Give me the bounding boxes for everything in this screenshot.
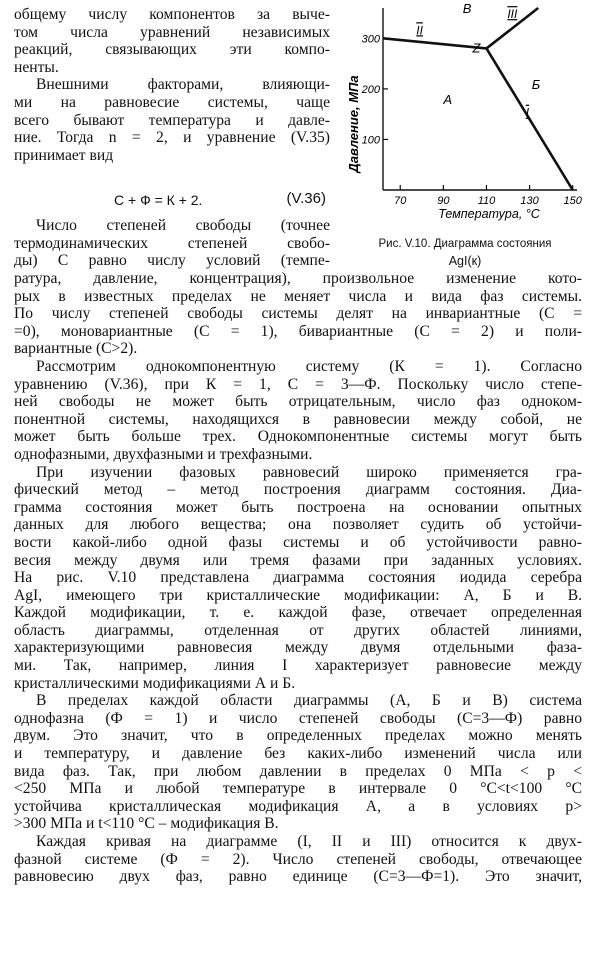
text-line: фический метод – метод построения диаграмм состояния. Диа- bbox=[14, 481, 582, 499]
text-line: На рис. V.10 представлена диаграмма состояния иодида серебра bbox=[14, 569, 582, 587]
x-tick-label: 150 bbox=[563, 195, 582, 207]
text-line: однофазна (Ф = 1) и число степеней свободы (С=3—Ф) равно bbox=[14, 709, 582, 727]
curve-label: III bbox=[507, 7, 518, 22]
text-line: ратура, давление, концентрация), произвольное изменение кото- bbox=[14, 270, 582, 287]
top-column bbox=[14, 6, 330, 164]
text-line: устойчива кристаллическая модификация А, а в условиях p> bbox=[14, 797, 582, 815]
text-line: всего бывают температура и давле- bbox=[14, 111, 330, 129]
text-line: =0), моновариантные (С = 1), бивариантные (С = 2) и поли- bbox=[14, 322, 582, 340]
text-line: характеризующими равновесия между двумя отдельными фаза- bbox=[14, 639, 582, 657]
text-line: данных для любого вещества; она позволяет судить об устойчи- bbox=[14, 516, 582, 534]
caption-formula: AgI(к) bbox=[448, 254, 482, 268]
text-line: реакций, связывающих эти компо- bbox=[14, 41, 330, 59]
text-line: >300 МПа и t<110 °С – модификация В. bbox=[14, 815, 279, 833]
x-tick-label: 130 bbox=[520, 195, 539, 207]
text-line: Каждой модификации, т. е. каждой фазе, отвечает определенная bbox=[14, 604, 582, 622]
region-label: Б bbox=[531, 76, 541, 92]
text-line: вида фаз. Так, при любом давлении в пределах 0 МПа < p < bbox=[14, 762, 582, 780]
y-axis-label: Давление, МПа bbox=[346, 75, 361, 173]
y-tick-label: 100 bbox=[361, 134, 380, 147]
text-line: ней свободы не может быть отрицательным, число фаз одноком- bbox=[14, 393, 582, 411]
text-line: том числа уравнений независимых bbox=[14, 23, 330, 41]
text-line: В пределах каждой области диаграммы (А, Б и В) система bbox=[36, 692, 582, 710]
text-line: грамма состояния может быть построена на основании опытных bbox=[14, 498, 582, 516]
text-line: весия между двумя или тремя фазами при заданных условиях. bbox=[14, 551, 582, 569]
text-line: вости какой-либо одной фазы системы и об устойчивости равно- bbox=[14, 533, 582, 551]
text-line: двум. Это значит, что в определенных пределах можно менять bbox=[14, 727, 582, 745]
text-line: Внешними факторами, влияющи- bbox=[36, 76, 330, 94]
x-tick-label: 70 bbox=[394, 195, 407, 207]
region-label: А bbox=[443, 92, 453, 108]
text-line: По числу степеней свободы системы делят на инвариантные (С = bbox=[14, 305, 582, 323]
text-line: рых в известных пределах не меняет числа и вида фаз системы. bbox=[14, 287, 582, 305]
text-line: может быть больше трех. Однокомпонентные системы могут быть bbox=[14, 428, 582, 446]
text-line: область диаграммы, отделенная от других областей линиями, bbox=[14, 621, 582, 639]
text-line: ненты. bbox=[14, 58, 59, 76]
text-line: <250 МПа и любой температуре в интервале 0 °С<t<100 °С bbox=[14, 780, 582, 798]
equation-row bbox=[14, 188, 330, 212]
text-line: и температуру, и давление без каких-либо изменений числа или bbox=[14, 745, 582, 763]
text-line: однофазными, двухфазными и трехфазными. bbox=[14, 445, 313, 463]
text-line: фазной системе (Ф = 2). Число степеней свободы, отвечающее bbox=[14, 850, 582, 868]
x-tick-label: 110 bbox=[477, 195, 496, 207]
curve-label: I bbox=[525, 105, 530, 120]
body-text bbox=[14, 270, 582, 886]
triple-point-label: Z bbox=[472, 40, 481, 56]
curve-label: II bbox=[416, 23, 423, 38]
text-line: ды) С равно числу условий (темпе- bbox=[14, 252, 330, 270]
text-line: общему числу компонентов за выче- bbox=[14, 6, 330, 23]
after-equation-column bbox=[14, 217, 330, 270]
text-line: При изучении фазовых равновесий широко применяется гра- bbox=[36, 463, 582, 481]
curve-i bbox=[486, 48, 572, 190]
x-tick-label: 90 bbox=[437, 195, 450, 207]
text-line: уравнению (V.36), при К = 1, С = 3—Ф. Поскольку число степе- bbox=[14, 375, 582, 393]
x-axis-label: Температура, °С bbox=[438, 207, 540, 221]
equation-number: (V.36) bbox=[286, 190, 326, 207]
equation: С + Ф = К + 2. bbox=[114, 192, 203, 208]
phase-diagram bbox=[337, 4, 589, 234]
text-line: ми. Так, например, линия I характеризует равновесие между bbox=[14, 657, 582, 675]
text-line: кристаллическими модификациями А и Б. bbox=[14, 674, 296, 692]
curve-ii bbox=[383, 38, 486, 48]
text-line: ние. Тогда n = 2, и уравнение (V.35) bbox=[14, 129, 330, 147]
text-line: Каждая кривая на диаграмме (I, II и III) относится к двух- bbox=[36, 833, 582, 850]
caption-line: Рис. V.10. Диаграмма состояния bbox=[378, 238, 552, 250]
text-line: равновесию двух фаз, равно единице (С=3—Ф=1). Это значит, bbox=[14, 868, 582, 886]
text-line: вариантные (С>2). bbox=[14, 340, 138, 358]
y-tick-label: 300 bbox=[361, 33, 380, 46]
text-line: Число степеней свободы (точнее bbox=[36, 217, 330, 234]
text-line: Рассмотрим однокомпонентную систему (К = 1). Согласно bbox=[36, 357, 582, 375]
text-line: AgI, имеющего три кристаллические модификации: А, Б и В. bbox=[14, 586, 582, 604]
y-tick-label: 200 bbox=[361, 83, 380, 96]
text-line: понентной системы, находящихся в равновесии между собой, не bbox=[14, 410, 582, 428]
figure-caption bbox=[345, 236, 585, 270]
text-line: ми на равновесие системы, чаще bbox=[14, 93, 330, 111]
text-line: термодинамических степеней свобо- bbox=[14, 234, 330, 252]
text-line: принимает вид bbox=[14, 146, 114, 164]
region-label: В bbox=[462, 4, 472, 17]
